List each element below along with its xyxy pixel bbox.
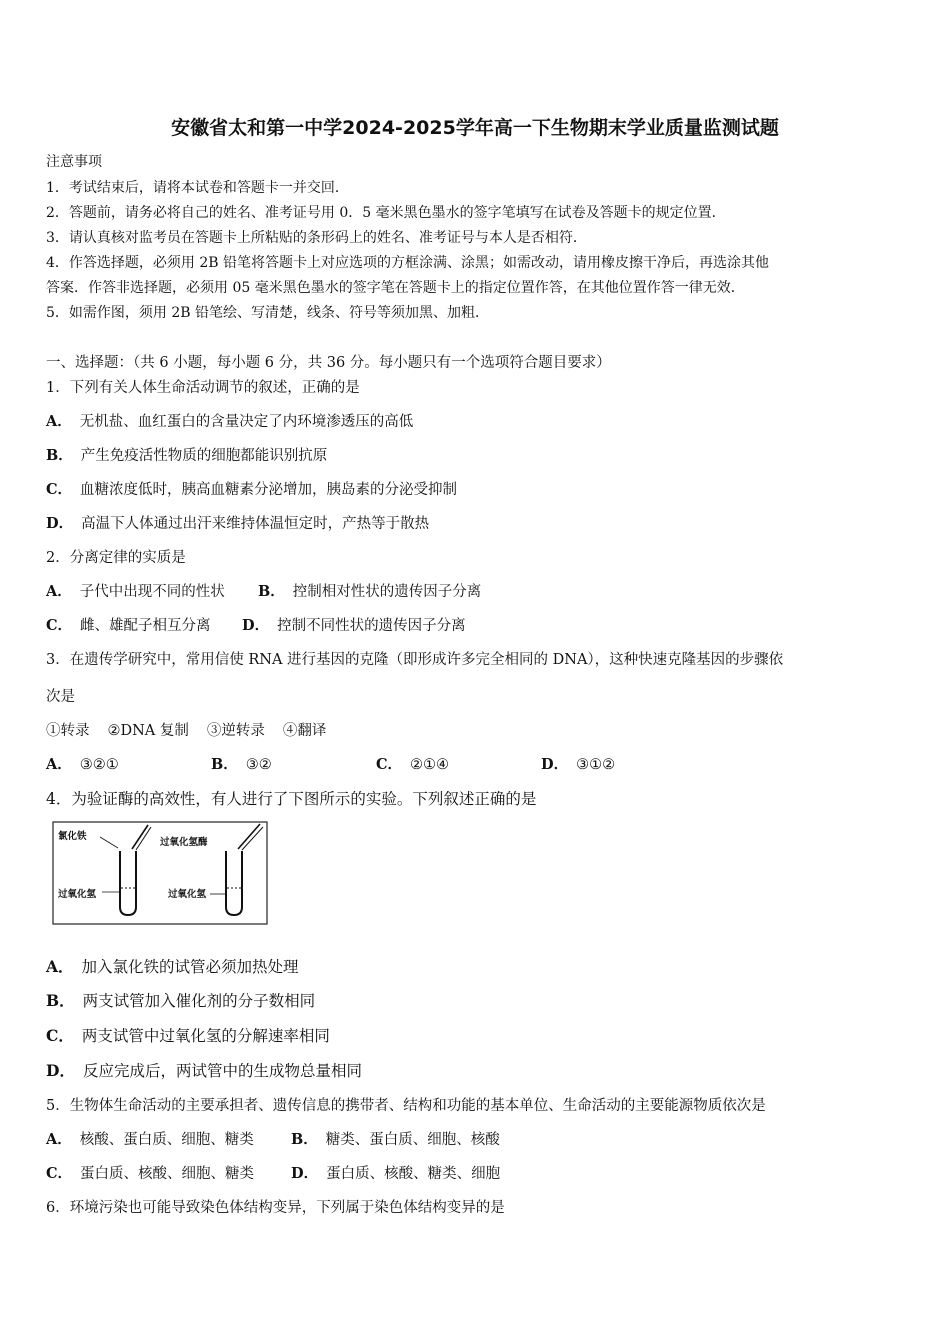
option-label: D．: [291, 1165, 319, 1182]
label-h2o2-right: 过氧化氢: [168, 889, 207, 900]
q3-steps: [46, 719, 326, 740]
option-text: 雌、雄配子相互分离: [80, 618, 211, 634]
notice-item: 答案．作答非选择题，必须用 05 毫米黑色墨水的签字笔在答题卡上的指定位置作答，在其他位置作答一律无效．: [46, 280, 745, 296]
option-label: C．: [46, 1165, 73, 1182]
step-item: ①转录: [46, 723, 90, 739]
option-text: 蛋白质、核酸、糖类、细胞: [326, 1166, 501, 1182]
option-text: 加入氯化铁的试管必须加热处理: [81, 958, 299, 976]
option-label: C．: [46, 481, 73, 498]
q2-stem: 2．分离定律的实质是: [46, 550, 186, 566]
q1-option-a: [46, 410, 413, 431]
q4-option-d: [46, 1059, 362, 1081]
notice-item: 1．考试结束后，请将本试卷和答题卡一并交回．: [46, 180, 349, 196]
q3-stem-cont: 次是: [46, 689, 75, 705]
q4-option-a: [46, 955, 299, 977]
option-label: C．: [376, 756, 403, 773]
option-text: 蛋白质、核酸、细胞、糖类: [80, 1166, 255, 1182]
option-text: ②①④: [410, 757, 450, 773]
option-label: D．: [541, 756, 569, 773]
option-label: C．: [46, 1026, 74, 1045]
pointer-line: [100, 837, 118, 848]
option-label: B．: [211, 756, 238, 773]
option-label: D．: [46, 515, 74, 532]
q2-options-row1: [46, 580, 481, 601]
label-fecl3: 氯化铁: [58, 831, 87, 842]
option-label: A．: [46, 583, 72, 600]
option-text: 控制不同性状的遗传因子分离: [277, 618, 466, 634]
q4-option-b: [46, 989, 315, 1011]
option-text: ③②: [245, 757, 272, 773]
option-text: ③②①: [79, 757, 119, 773]
dropper-right: [238, 824, 260, 849]
page-title: 安徽省太和第一中学2024-2025学年高一下生物期末学业质量监测试题: [171, 117, 779, 139]
label-h2o2-left: 过氧化氢: [58, 889, 97, 900]
option-text: 控制相对性状的遗传因子分离: [292, 584, 482, 600]
option-text: 无机盐、血红蛋白的含量决定了内环境渗透压的高低: [79, 414, 414, 430]
option-label: D．: [46, 1061, 75, 1080]
q4-option-c: [46, 1024, 330, 1046]
test-tube-right: [226, 851, 242, 915]
dropper-right-2: [242, 827, 263, 850]
q2-options-row2: [46, 614, 466, 635]
q5-stem: 5．生物体生命活动的主要承担者、遗传信息的携带者、结构和功能的基本单位、生命活动的主要能源物质依次是: [46, 1098, 766, 1114]
option-label: A．: [46, 957, 74, 976]
q4-stem: 4．为验证酶的高效性，有人进行了下图所示的实验。下列叙述正确的是: [46, 790, 537, 808]
option-text: 糖类、蛋白质、细胞、核酸: [325, 1132, 500, 1148]
option-text: 产生免疫活性物质的细胞都能识别抗原: [80, 448, 328, 464]
q1-option-c: [46, 478, 457, 499]
q3-stem: 3．在遗传学研究中，常用信使 RNA 进行基因的克隆（即形成许多完全相同的 DNA），这种快速克隆基因的步骤依: [46, 652, 784, 668]
test-tube-left: [120, 851, 136, 915]
label-enzyme: 过氧化氢酶: [160, 837, 208, 848]
option-text: ③①②: [576, 757, 616, 773]
dropper-left: [132, 825, 148, 849]
notice-item: 5．如需作图，须用 2B 铅笔绘、写清楚，线条、符号等须加黑、加粗．: [46, 305, 490, 321]
option-label: B．: [258, 583, 285, 600]
option-label: B．: [46, 447, 73, 464]
q1-option-b: [46, 444, 327, 465]
option-label: A．: [46, 1131, 72, 1148]
q5-options-row2: [46, 1162, 500, 1183]
option-text: 两支试管中过氧化氢的分解速率相同: [81, 1027, 330, 1045]
option-text: 子代中出现不同的性状: [79, 584, 225, 600]
notice-item: 4．作答选择题，必须用 2B 铅笔将答题卡上对应选项的方框涂满、涂黑；如需改动，请用橡皮擦干净后，再选涂其他: [46, 255, 769, 271]
q3-options: [46, 753, 615, 774]
notice-item: 2．答题前，请务必将自己的姓名、准考证号用 0．5 毫米黑色墨水的签字笔填写在试卷及答题卡的规定位置．: [46, 205, 726, 221]
step-item: ②DNA 复制: [107, 723, 189, 739]
q5-options-row1: [46, 1128, 500, 1149]
option-label: C．: [46, 617, 73, 634]
notice-heading: 注意事项: [46, 154, 102, 170]
option-label: A．: [46, 413, 72, 430]
experiment-figure: [52, 821, 268, 925]
option-label: B．: [291, 1131, 318, 1148]
option-text: 高温下人体通过出汗来维持体温恒定时，产热等于散热: [81, 516, 430, 532]
step-item: ④翻译: [282, 723, 327, 739]
step-item: ③逆转录: [206, 723, 265, 739]
option-label: D．: [242, 617, 270, 634]
option-text: 反应完成后，两试管中的生成物总量相同: [82, 1062, 362, 1080]
option-text: 两支试管加入催化剂的分子数相同: [82, 992, 316, 1010]
option-text: 血糖浓度低时，胰高血糖素分泌增加，胰岛素的分泌受抑制: [80, 482, 458, 498]
option-label: A．: [46, 756, 72, 773]
option-label: B．: [46, 991, 75, 1010]
q1-option-d: [46, 512, 429, 533]
q1-stem: 1．下列有关人体生命活动调节的叙述，正确的是: [46, 380, 360, 396]
notice-item: 3．请认真核对监考员在答题卡上所粘贴的条形码上的姓名、准考证号与本人是否相符．: [46, 230, 587, 246]
option-text: 核酸、蛋白质、细胞、糖类: [79, 1132, 254, 1148]
q6-stem: 6．环境污染也可能导致染色体结构变异，下列属于染色体结构变异的是: [46, 1200, 505, 1216]
section-heading: 一、选择题：（共 6 小题，每小题 6 分，共 36 分。每小题只有一个选项符合题目要求）: [46, 355, 611, 371]
